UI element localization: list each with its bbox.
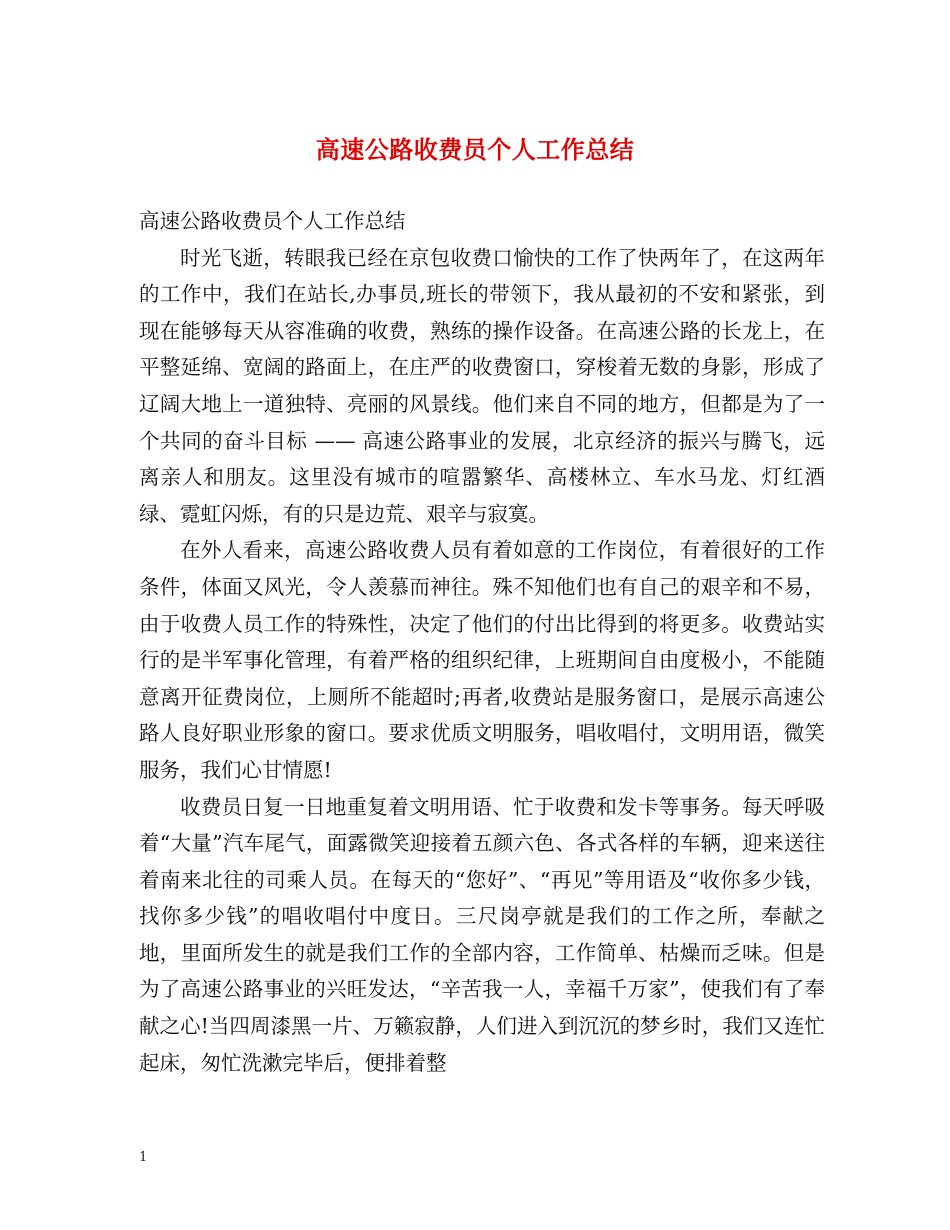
paragraph: 时光飞逝，转眼我已经在京包收费口愉快的工作了快两年了，在这两年的工作中，我们在站长,办事员,班长的带领下，我从最初的不安和紧张，到现在能够每天从容准确的收费，熟练的操作设备。在高速公路的长龙上，在平整延绵、宽阔的路面上，在庄严的收费窗口，穿梭着无数的身影，形成了辽阔大地上一道独特、亮丽的风景线。他们来自不同的地方，但都是为了一个共同的奋斗目标 —— 高速公路事业的发展，北京经济的振兴与腾飞，远离亲人和朋友。这里没有城市的喧嚣繁华、高楼林立、车水马龙、灯红酒绿、霓虹闪烁，有的只是边荒、艰辛与寂寞。 — [139, 245, 825, 526]
document-subtitle: 高速公路收费员个人工作总结 — [139, 209, 406, 233]
page-number: 1 — [139, 1150, 148, 1165]
paragraph: 在外人看来，高速公路收费人员有着如意的工作岗位，有着很好的工作条件，体面又风光，令人羡慕而神往。殊不知他们也有自己的艰辛和不易，由于收费人员工作的特殊性，决定了他们的付出比得到的将更多。收费站实行的是半军事化管理，有着严格的组织纪律，上班期间自由度极小，不能随意离开征费岗位，上厕所不能超时;再者,收费站是服务窗口，是展示高速公路人良好职业形象的窗口。要求优质文明服务，唱收唱付，文明用语，微笑服务，我们心甘情愿! — [139, 538, 825, 782]
paragraph: 收费员日复一日地重复着文明用语、忙于收费和发卡等事务。每天呼吸着“大量”汽车尾气，面露微笑迎接着五颜六色、各式各样的车辆，迎来送往着南来北往的司乘人员。在每天的“您好”、“再见”等用语及“收你多少钱，找你多少钱”的唱收唱付中度日。三尺岗亭就是我们的工作之所，奉献之地，里面所发生的就是我们工作的全部内容，工作简单、枯燥而乏味。但是为了高速公路事业的兴旺发达，“辛苦我一人，幸福千万家”，使我们有了奉献之心!当四周漆黑一片、万籁寂静，人们进入到沉沉的梦乡时，我们又连忙起床，匆忙洗漱完毕后，便排着整 — [139, 794, 825, 1075]
document-title: 高速公路收费员个人工作总结 — [315, 135, 635, 164]
document-body — [139, 203, 825, 1081]
